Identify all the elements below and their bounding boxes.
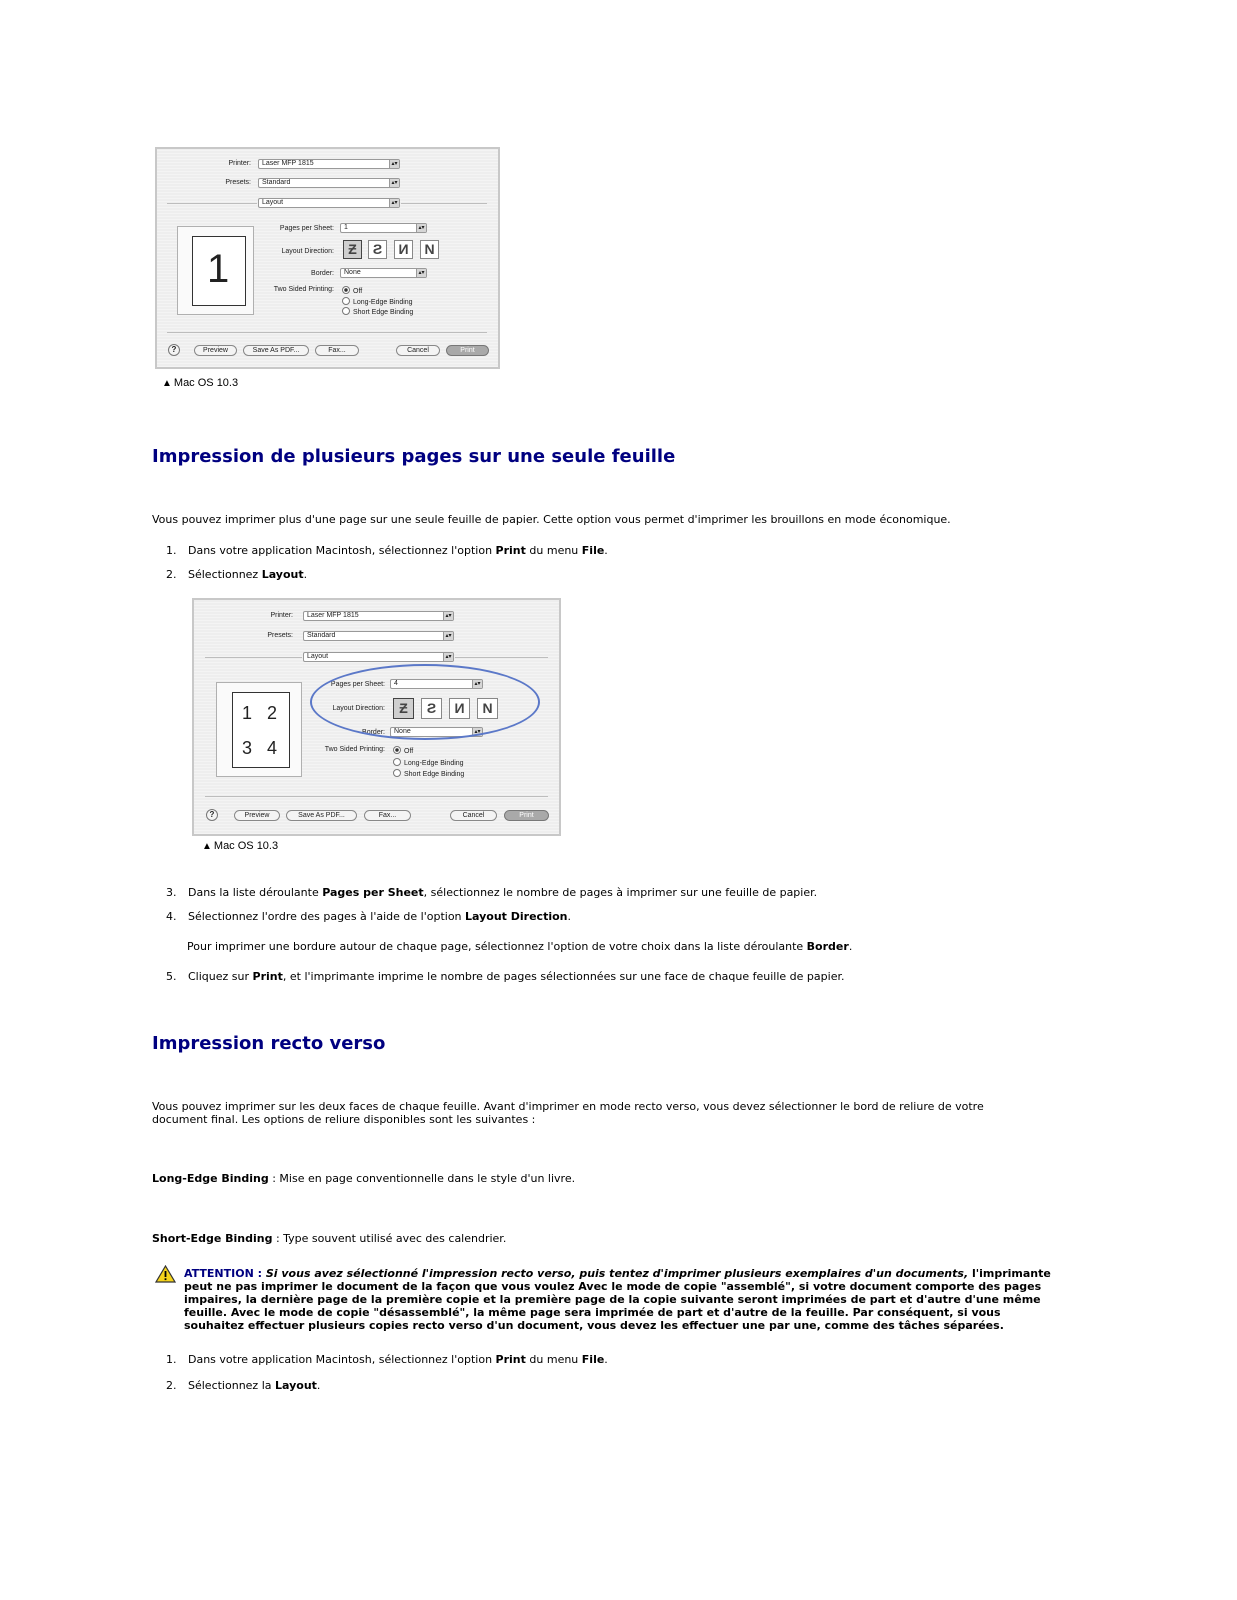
caption-1 xyxy=(162,377,238,389)
triangle-up-icon: ▲ xyxy=(202,841,212,852)
radio-icon xyxy=(342,297,350,305)
fax-button[interactable]: Fax... xyxy=(364,810,411,821)
list-item xyxy=(166,544,608,557)
binding-desc: : Mise en page conventionnelle dans le style d'un livre. xyxy=(268,1172,576,1185)
radio-icon xyxy=(393,758,401,766)
two-sided-label: Two Sided Printing: xyxy=(273,286,334,293)
list-item xyxy=(166,1353,608,1366)
radio-selected-icon xyxy=(393,746,401,754)
presets-select[interactable] xyxy=(258,178,400,188)
presets-label: Presets: xyxy=(267,632,293,639)
step-text: Dans votre application Macintosh, sélectionnez l'option xyxy=(188,1353,496,1366)
section1-intro: Vous pouvez imprimer plus d'une page sur une seule feuille de papier. Cette option vous permet d'imprimer les brouillons en mode économique. xyxy=(152,513,951,526)
radio-short-edge[interactable] xyxy=(342,307,413,316)
step-bold: Print xyxy=(252,970,283,983)
step-text: Dans votre application Macintosh, sélectionnez l'option xyxy=(188,544,496,557)
warning-text: l'imprimante peut ne pas imprimer le document de la façon que vous voulez Avec le mode de copie "assemblé", si votre document comporte des pages impaires, la dernière page de la première copie et la première page de la copie suivante seront imprimées de part et d'autre d'une même feuille. Avec le mode de copie "désassemblé", la même page sera imprimée de part et d'autre de la feuille. Par conséquent, si vous souhaitez effectuer plusieurs copies recto verso d'un document, vous devez les effectuer une par une, comme des tâches séparées. xyxy=(184,1267,1051,1332)
list-item xyxy=(166,886,817,899)
step-bold: File xyxy=(581,1353,605,1366)
select-arrows-icon: ▴▾ xyxy=(389,179,399,187)
step-text: . xyxy=(316,1379,321,1392)
select-arrows-icon: ▴▾ xyxy=(472,728,482,736)
note-bold: Border xyxy=(806,940,849,953)
preview-button[interactable]: Preview xyxy=(234,810,280,821)
panel-select-value: Layout xyxy=(307,653,329,660)
list-number: 5. xyxy=(166,970,177,983)
step-text: Dans la liste déroulante xyxy=(188,886,323,899)
radio-off-label: Off xyxy=(353,288,363,295)
list-number: 1. xyxy=(166,1353,177,1366)
cancel-button[interactable]: Cancel xyxy=(396,345,440,356)
list-item xyxy=(166,1379,320,1392)
step-bold: Layout xyxy=(261,568,304,581)
layout-direction-z-icon[interactable]: Ƶ xyxy=(343,240,362,259)
panel-select-value: Layout xyxy=(262,199,284,206)
radio-icon xyxy=(393,769,401,777)
layout-direction-n-icon[interactable]: N xyxy=(477,698,498,719)
layout-direction-n-icon[interactable]: N xyxy=(420,240,439,259)
warning-italic: Si vous avez sélectionné l'impression recto verso, puis tentez d'imprimer plusieurs exemplaires d'un documents, xyxy=(262,1267,969,1280)
pages-per-sheet-value: 1 xyxy=(344,224,348,231)
radio-short-label: Short Edge Binding xyxy=(353,309,414,316)
warning-note xyxy=(184,1267,1054,1332)
step-bold: Pages per Sheet xyxy=(322,886,424,899)
step-bold: Layout xyxy=(275,1379,317,1392)
radio-off[interactable] xyxy=(393,746,413,755)
border-select[interactable] xyxy=(340,268,427,278)
binding-term: Long-Edge Binding xyxy=(152,1172,269,1185)
step-bold: Layout Direction xyxy=(465,910,568,923)
step-bold: File xyxy=(581,544,605,557)
binding-long-edge xyxy=(152,1172,575,1185)
printer-select-value: Laser MFP 1815 xyxy=(307,612,359,619)
list-item xyxy=(166,910,571,923)
section2-intro-line1: Vous pouvez imprimer sur les deux faces de chaque feuille. Avant d'imprimer en mode recto verso, vous devez sélectionner le bord de reliure de votre xyxy=(152,1100,984,1113)
layout-direction-label: Layout Direction: xyxy=(281,248,334,255)
save-as-pdf-button[interactable]: Save As PDF... xyxy=(243,345,309,356)
layout-direction-z-icon[interactable]: Ƶ xyxy=(393,698,414,719)
radio-long-edge[interactable] xyxy=(393,758,464,767)
select-arrows-icon: ▴▾ xyxy=(416,224,426,232)
print-dialog-screenshot-2 xyxy=(192,598,561,836)
radio-long-label: Long-Edge Binding xyxy=(404,760,464,767)
step-text: . xyxy=(303,568,308,581)
pages-per-sheet-select[interactable] xyxy=(340,223,427,233)
printer-select[interactable] xyxy=(303,611,454,621)
note-text: . xyxy=(848,940,853,953)
step-text: du menu xyxy=(525,1353,582,1366)
step-text: du menu xyxy=(525,544,582,557)
printer-label: Printer: xyxy=(228,160,251,167)
preview-button[interactable]: Preview xyxy=(194,345,237,356)
divider xyxy=(401,203,487,204)
step-text: Sélectionnez l'ordre des pages à l'aide de l'option xyxy=(188,910,466,923)
pages-per-sheet-value: 4 xyxy=(394,680,398,687)
radio-short-edge[interactable] xyxy=(393,769,464,778)
select-arrows-icon: ▴▾ xyxy=(389,160,399,168)
presets-select-value: Standard xyxy=(307,632,336,639)
step-text: . xyxy=(604,544,608,557)
binding-term: Short-Edge Binding xyxy=(152,1232,273,1245)
select-arrows-icon: ▴▾ xyxy=(443,612,453,620)
preview-page-number: 1 xyxy=(207,247,230,291)
divider xyxy=(205,796,548,797)
radio-selected-icon xyxy=(342,286,350,294)
layout-direction-n-reverse-icon[interactable]: И xyxy=(449,698,470,719)
note-text: Pour imprimer une bordure autour de chaque page, sélectionnez l'option de votre choix dans la liste déroulante xyxy=(187,940,807,953)
pages-per-sheet-label: Pages per Sheet: xyxy=(330,681,385,688)
radio-long-edge[interactable] xyxy=(342,297,413,306)
step4-note xyxy=(187,940,852,953)
step-text: Cliquez sur xyxy=(188,970,253,983)
triangle-up-icon: ▲ xyxy=(162,378,172,389)
presets-label: Presets: xyxy=(225,179,251,186)
binding-desc: : Type souvent utilisé avec des calendrier. xyxy=(272,1232,507,1245)
radio-short-label: Short Edge Binding xyxy=(404,771,465,778)
presets-select[interactable] xyxy=(303,631,454,641)
panel-select[interactable] xyxy=(258,198,400,208)
preview-page-number: 3 xyxy=(242,738,253,758)
step-text: . xyxy=(567,910,571,923)
divider xyxy=(205,657,302,658)
step-text: Sélectionnez xyxy=(188,568,262,581)
list-item xyxy=(166,970,844,983)
radio-off[interactable] xyxy=(342,286,362,295)
print-button[interactable]: Print xyxy=(504,810,549,821)
select-arrows-icon: ▴▾ xyxy=(472,680,482,688)
list-number: 4. xyxy=(166,910,177,923)
caption-1-text: Mac OS 10.3 xyxy=(173,377,239,389)
select-arrows-icon: ▴▾ xyxy=(416,269,426,277)
border-label: Border: xyxy=(311,270,334,277)
select-arrows-icon: ▴▾ xyxy=(443,653,453,661)
layout-preview xyxy=(177,226,254,315)
border-select-value: None xyxy=(394,728,411,735)
highlight-ellipse xyxy=(310,664,540,740)
preview-page xyxy=(192,236,246,306)
printer-label: Printer: xyxy=(270,612,293,619)
binding-short-edge xyxy=(152,1232,506,1245)
layout-direction-s-icon[interactable]: Ƨ xyxy=(421,698,442,719)
printer-select[interactable] xyxy=(258,159,400,169)
step-bold: Print xyxy=(495,1353,526,1366)
select-arrows-icon: ▴▾ xyxy=(443,632,453,640)
section-heading-duplex: Impression recto verso xyxy=(152,1033,386,1054)
divider xyxy=(167,332,487,333)
step-text: , et l'imprimante imprime le nombre de pages sélectionnées sur une face de chaque feuille de papier. xyxy=(282,970,845,983)
border-select-value: None xyxy=(344,269,361,276)
cancel-button[interactable]: Cancel xyxy=(450,810,497,821)
step-text: Sélectionnez la xyxy=(188,1379,275,1392)
section-heading-multiple-pages: Impression de plusieurs pages sur une seule feuille xyxy=(152,446,676,467)
list-number: 3. xyxy=(166,886,177,899)
fax-button[interactable]: Fax... xyxy=(315,345,359,356)
warning-label: ATTENTION : xyxy=(184,1267,263,1280)
pages-per-sheet-label: Pages per Sheet: xyxy=(279,225,334,232)
print-button[interactable]: Print xyxy=(446,345,489,356)
printer-select-value: Laser MFP 1815 xyxy=(262,160,314,167)
preview-page-number: 4 xyxy=(267,738,278,758)
radio-off-label: Off xyxy=(404,748,414,755)
step-text: . xyxy=(604,1353,608,1366)
list-number: 1. xyxy=(166,544,177,557)
save-as-pdf-button[interactable]: Save As PDF... xyxy=(286,810,357,821)
radio-icon xyxy=(342,307,350,315)
step-text: , sélectionnez le nombre de pages à imprimer sur une feuille de papier. xyxy=(423,886,818,899)
layout-direction-s-icon[interactable]: Ƨ xyxy=(368,240,387,259)
divider xyxy=(455,657,548,658)
help-button[interactable]: ? xyxy=(168,344,180,356)
preview-page xyxy=(232,692,290,768)
preview-page-number: 1 xyxy=(242,703,253,723)
layout-direction-n-reverse-icon[interactable]: И xyxy=(394,240,413,259)
preview-page-number: 2 xyxy=(267,703,278,723)
caption-2 xyxy=(202,840,278,852)
divider xyxy=(167,203,257,204)
section2-intro-line2: document final. Les options de reliure disponibles sont les suivantes : xyxy=(152,1113,536,1126)
list-number: 2. xyxy=(166,568,177,581)
list-item xyxy=(166,568,307,581)
layout-preview xyxy=(216,682,302,777)
step-bold: Print xyxy=(495,544,526,557)
layout-direction-label: Layout Direction: xyxy=(332,705,385,712)
panel-select[interactable] xyxy=(303,652,454,662)
presets-select-value: Standard xyxy=(262,179,291,186)
caption-2-text: Mac OS 10.3 xyxy=(213,840,279,852)
border-label: Border: xyxy=(362,729,385,736)
print-dialog-screenshot-1 xyxy=(155,147,500,369)
warning-triangle-icon xyxy=(155,1265,176,1283)
two-sided-label: Two Sided Printing: xyxy=(324,746,385,753)
list-number: 2. xyxy=(166,1379,177,1392)
help-button[interactable]: ? xyxy=(206,809,218,821)
select-arrows-icon: ▴▾ xyxy=(389,199,399,207)
radio-long-label: Long-Edge Binding xyxy=(353,299,413,306)
